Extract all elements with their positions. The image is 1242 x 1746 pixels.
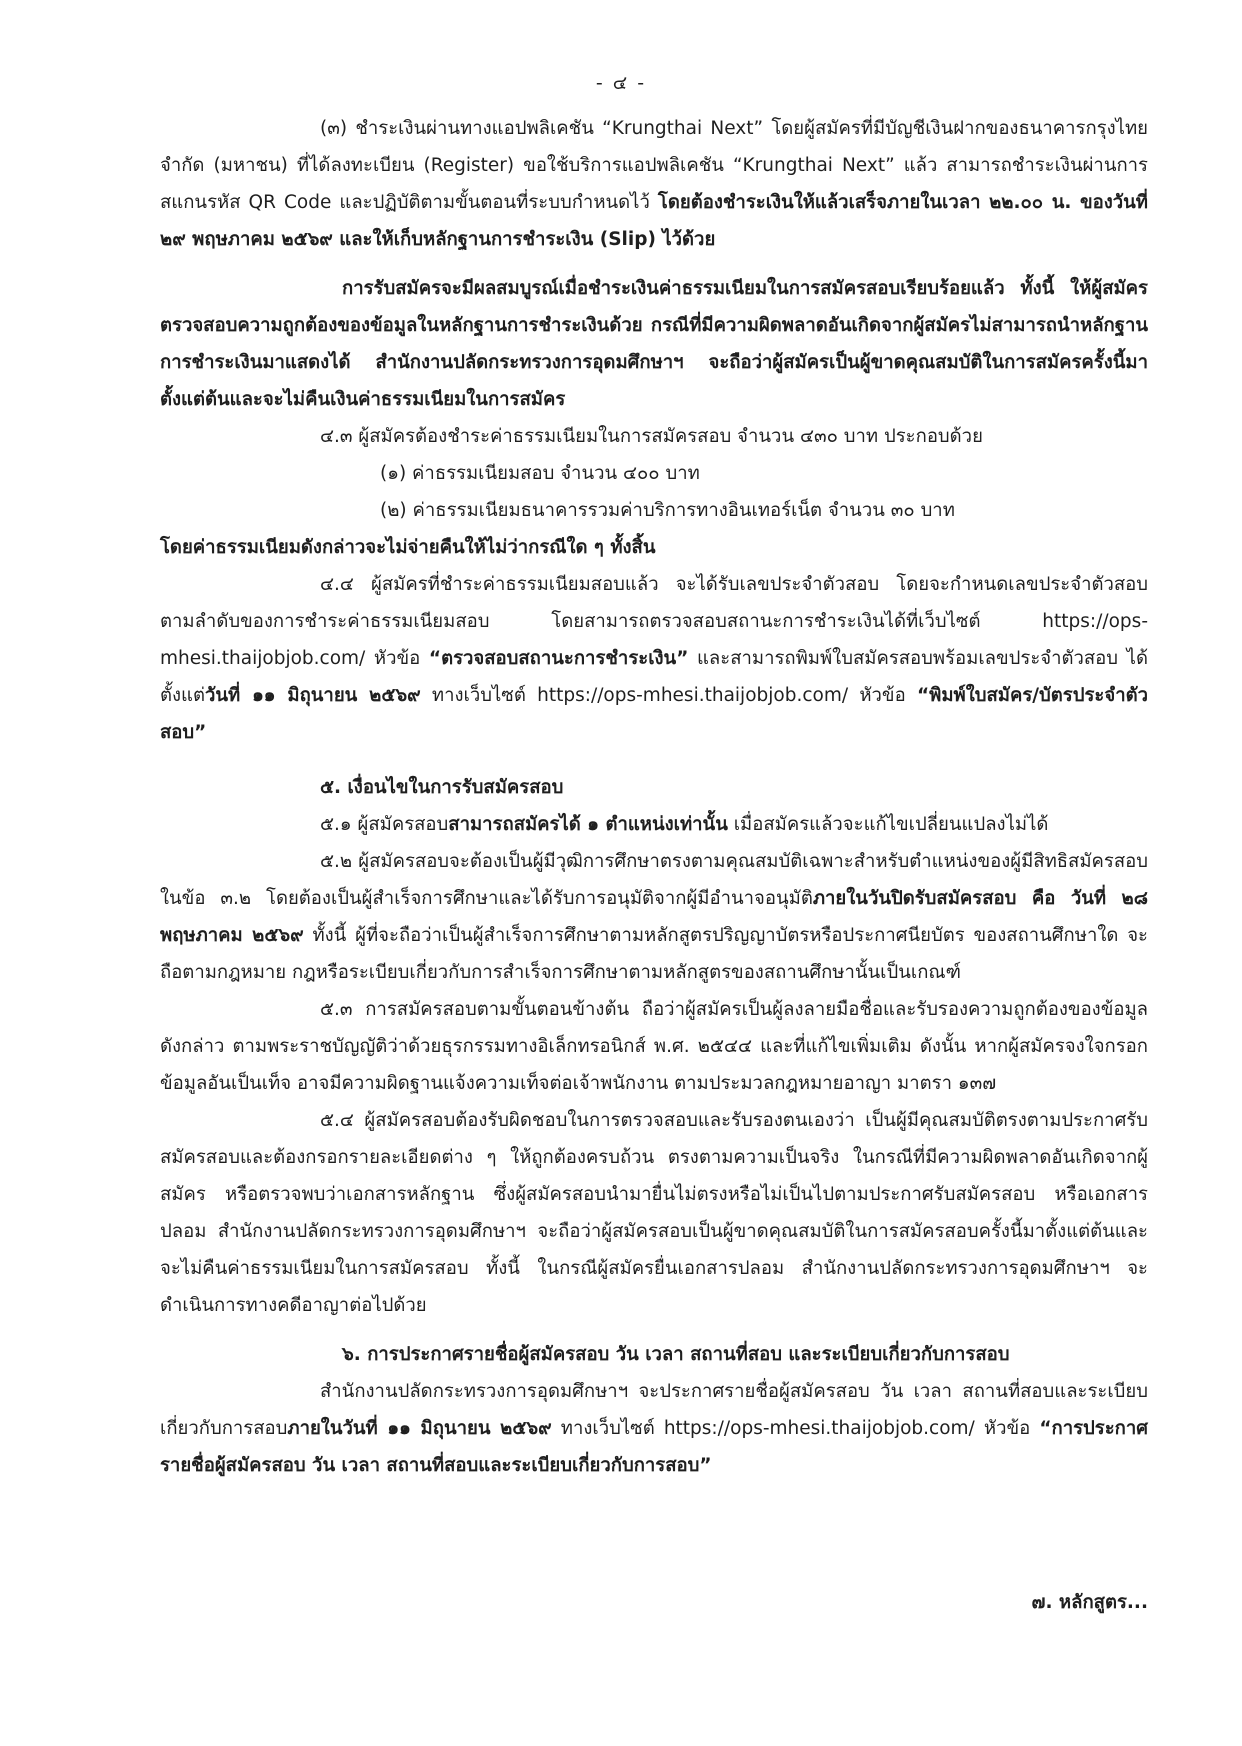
single-position-rule: สามารถสมัครได้ ๑ ตำแหน่งเท่านั้น xyxy=(448,814,728,835)
next-page-marker: ๗. หลักสูตร... xyxy=(1031,1592,1148,1613)
announcement-topic: “การประกาศรายชื่อผู้สมัครสอบ วัน เวลา สถานที่สอบและระเบียบเกี่ยวกับการสอบ” xyxy=(160,1418,1148,1476)
announcement-date: ภายในวันที่ ๑๑ มิถุนายน ๒๕๖๙ xyxy=(287,1418,552,1439)
fee-nonrefundable-note: โดยค่าธรรมเนียมดังกล่าวจะไม่จ่ายคืนให้ไม่ว่ากรณีใด ๆ ทั้งสิ้น xyxy=(160,537,656,558)
section-5-1-text: ๕.๑ ผู้สมัครสอบ xyxy=(320,814,449,835)
section-6-heading: ๖. การประกาศรายชื่อผู้สมัครสอบ วัน เวลา สถานที่สอบ และระเบียบเกี่ยวกับการสอบ xyxy=(342,1344,1010,1365)
print-application-topic: “พิมพ์ใบสมัคร/บัตรประจำตัวสอบ” xyxy=(160,685,1148,743)
section-5-1-tail: เมื่อสมัครแล้วจะแก้ไขเปลี่ยนแปลงไม่ได้ xyxy=(727,814,1049,835)
fee-item-2: (๒) ค่าธรรมเนียมธนาคารรวมค่าบริการทางอินเทอร์เน็ต จำนวน ๓๐ บาท xyxy=(380,500,955,521)
section-4-3-text: ๔.๓ ผู้สมัครต้องชำระค่าธรรมเนียมในการสมัครสอบ จำนวน ๔๓๐ บาท ประกอบด้วย xyxy=(320,426,983,447)
section-5-2-paragraph xyxy=(160,843,1148,991)
page-number: - ๔ - xyxy=(595,72,647,94)
section-5-2-text: ๕.๒ ผู้สมัครสอบจะต้องเป็นผู้มีวุฒิการศึกษาตรงตามคุณสมบัติเฉพาะสำหรับตำแหน่งของผู้มีสิทธิสมัครสอบในข้อ ๓.๒ โดยต้องเป็นผู้สำเร็จการศึกษาและได้รับการอนุมัติจากผู้มีอำนาจอนุมัติ xyxy=(160,851,1148,909)
section-5-2-tail: ทั้งนี้ ผู้ที่จะถือว่าเป็นผู้สำเร็จการศึกษาตามหลักสูตรปริญญาบัตรหรือประกาศนียบัตร ของสถานศึกษาใด จะถือตามกฎหมาย กฎหรือระเบียบเกี่ยวกับการสำเร็จการศึกษาตามหลักสูตรของสถานศึกษานั้นเป็นเกณฑ์ xyxy=(160,925,1148,983)
payment-status-topic: “ตรวจสอบสถานะการชำระเงิน” xyxy=(428,648,689,669)
section-5-4-paragraph: ๕.๔ ผู้สมัครสอบต้องรับผิดชอบในการตรวจสอบและรับรองตนเองว่า เป็นผู้มีคุณสมบัติตรงตามประกาศรับสมัครสอบและต้องกรอกรายละเอียดต่าง ๆ ให้ถูกต้องครบถ้วน ตรงตามความเป็นจริง ในกรณีที่มีความผิดพลาดอันเกิดจากผู้สมัคร หรือตรวจพบว่าเอกสารหลักฐาน ซึ่งผู้สมัครสอบนำมายื่นไม่ตรงหรือไม่เป็นไปตามประกาศรับสมัครสอบ หรือเอกสารปลอม สำนักงานปลัดกระทรวงการอุดมศึกษาฯ จะถือว่าผู้สมัครสอบเป็นผู้ขาดคุณสมบัติในการสมัครสอบครั้งนี้มาตั้งแต่ต้นและจะไม่คืนค่าธรรมเนียมในการสมัครสอบ ทั้งนี้ ในกรณีผู้สมัครยื่นเอกสารปลอม สำนักงานปลัดกระทรวงการอุดมศึกษาฯ จะดำเนินการทางคดีอาญาต่อไปด้วย xyxy=(160,1110,1148,1316)
section-4-4-paragraph xyxy=(160,566,1148,751)
print-start-date: วันที่ ๑๑ มิถุนายน ๒๕๖๙ xyxy=(205,685,421,706)
payment-method-3-text: (๓) ชำระเงินผ่านทางแอปพลิเคชัน “Krungthai Next” โดยผู้สมัครที่มีบัญชีเงินฝากของธนาคารกรุงไทย จำกัด (มหาชน) ที่ได้ลงทะเบียน (Register) ขอใช้บริการแอปพลิเคชัน “Krungthai Next” แล้ว สามารถชำระเงินผ่านการสแกนรหัส QR Code และปฏิบัติตามขั้นตอนที่ระบบกำหนดไว้ xyxy=(160,118,1148,213)
section-6-website-text: ทางเว็บไซต์ https://ops-mhesi.thaijobjob.com/ หัวข้อ xyxy=(551,1418,1040,1439)
section-5-1-paragraph xyxy=(160,806,1148,843)
application-completion-paragraph: การรับสมัครจะมีผลสมบูรณ์เมื่อชำระเงินค่าธรรมเนียมในการสมัครสอบเรียบร้อยแล้ว ทั้งนี้ ให้ผู้สมัครตรวจสอบความถูกต้องของข้อมูลในหลักฐานการชำระเงินด้วย กรณีที่มีความผิดพลาดอันเกิดจากผู้สมัครไม่สามารถนำหลักฐานการชำระเงินมาแสดงได้ สำนักงานปลัดกระทรวงการอุดมศึกษาฯ จะถือว่าผู้สมัครเป็นผู้ขาดคุณสมบัติในการสมัครครั้งนี้มาตั้งแต่ต้นและจะไม่คืนเงินค่าธรรมเนียมในการสมัคร xyxy=(160,278,1148,410)
payment-deadline-text: โดยต้องชำระเงินให้แล้วเสร็จภายในเวลา ๒๒.๐๐ น. ของวันที่ ๒๙ พฤษภาคม ๒๕๖๙ และให้เก็บหลักฐานการชำระเงิน (Slip) ไว้ด้วย xyxy=(160,192,1149,250)
fee-item-1: (๑) ค่าธรรมเนียมสอบ จำนวน ๔๐๐ บาท xyxy=(380,463,700,484)
section-6-text: สำนักงานปลัดกระทรวงการอุดมศึกษาฯ จะประกาศรายชื่อผู้สมัครสอบ วัน เวลา สถานที่สอบและระเบียบเกี่ยวกับการสอบ xyxy=(160,1381,1148,1439)
section-4-4-website-text: ทางเว็บไซต์ https://ops-mhesi.thaijobjob.com/ หัวข้อ xyxy=(420,685,917,706)
section-5-3-paragraph: ๕.๓ การสมัครสอบตามขั้นตอนข้างต้น ถือว่าผู้สมัครเป็นผู้ลงลายมือชื่อและรับรองความถูกต้องของข้อมูลดังกล่าว ตามพระราชบัญญัติว่าด้วยธุรกรรมทางอิเล็กทรอนิกส์ พ.ศ. ๒๕๔๔ และที่แก้ไขเพิ่มเติม ดังนั้น หากผู้สมัครจงใจกรอกข้อมูลอันเป็นเท็จ อาจมีความผิดฐานแจ้งความเท็จต่อเจ้าพนักงาน ตามประมวลกฎหมายอาญา มาตรา ๑๓๗ xyxy=(160,999,1148,1094)
section-4-4-print-text: และสามารถพิมพ์ใบสมัครสอบพร้อมเลขประจำตัวสอบ ได้ตั้งแต่ xyxy=(160,648,1148,706)
section-6-paragraph xyxy=(160,1373,1148,1484)
section-5-heading: ๕. เงื่อนไขในการรับสมัครสอบ xyxy=(320,777,564,798)
payment-method-3-paragraph xyxy=(160,110,1148,258)
section-4-4-text: ๔.๔ ผู้สมัครที่ชำระค่าธรรมเนียมสอบแล้ว จะได้รับเลขประจำตัวสอบ โดยจะกำหนดเลขประจำตัวสอบ ตามลำดับของการชำระค่าธรรมเนียมสอบ โดยสามารถตรวจสอบสถานะการชำระเงินได้ที่เว็บไซต์ https://ops-mhesi.thaijobjob.com/ หัวข้อ xyxy=(160,574,1148,669)
closing-date-text: ภายในวันปิดรับสมัครสอบ คือ วันที่ ๒๘ พฤษภาคม ๒๕๖๙ xyxy=(160,888,1148,946)
document-body xyxy=(160,110,1148,1484)
